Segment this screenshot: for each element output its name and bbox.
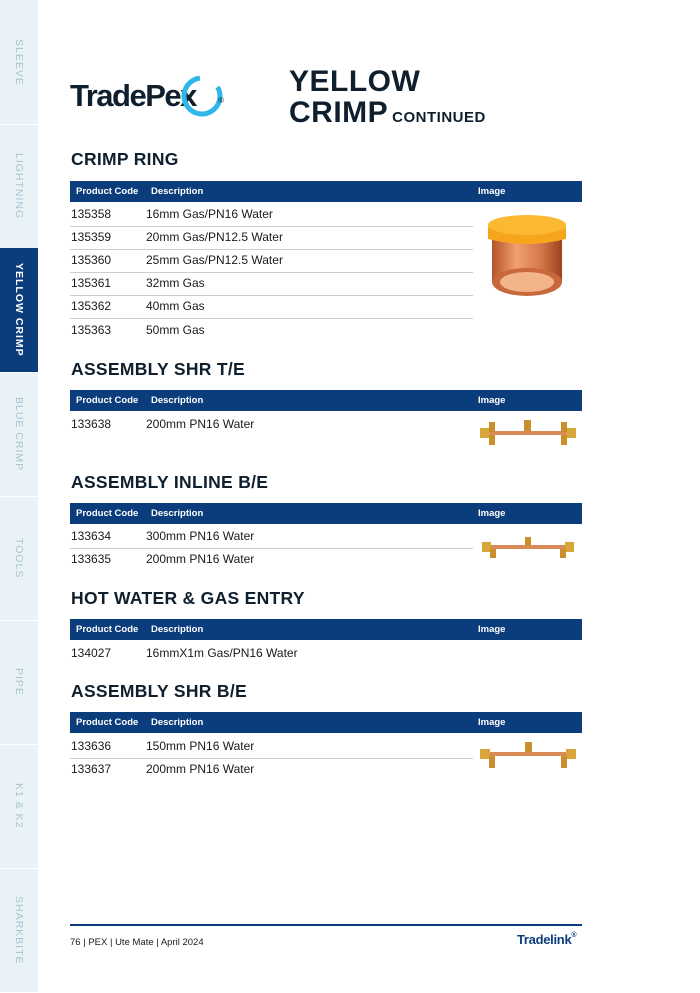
side-tab-sharkbite[interactable]: SHARKBITE xyxy=(0,868,38,993)
side-tab-lightning[interactable]: LIGHTNING xyxy=(0,124,38,249)
table-row: 133638 200mm PN16 Water xyxy=(71,417,255,431)
side-tab-yellow-crimp[interactable]: YELLOW CRIMP xyxy=(0,248,38,373)
table-row: 133636 150mm PN16 Water xyxy=(70,735,473,759)
table-header: Product Code Description Image xyxy=(70,181,582,202)
logo-ring-icon xyxy=(180,70,232,122)
tradelink-logo: Tradelink® xyxy=(517,932,577,947)
assembly-shr-be-image xyxy=(478,740,578,774)
crimp-ring-image xyxy=(478,205,578,303)
table-row: 135359 20mm Gas/PN12.5 Water xyxy=(70,226,473,250)
footer-rule xyxy=(70,924,582,926)
table-row: 133634 300mm PN16 Water xyxy=(70,525,473,549)
footer-text: 76 | PEX | Ute Mate | April 2024 xyxy=(70,937,204,948)
side-tab-blue-crimp[interactable]: BLUE CRIMP xyxy=(0,372,38,497)
section-title-assembly-shr-te: ASSEMBLY SHR T/E xyxy=(71,359,246,379)
logo-registered-mark: ® xyxy=(218,96,224,105)
table-row: 133637 200mm PN16 Water xyxy=(71,762,255,776)
table-row: 133635 200mm PN16 Water xyxy=(71,552,255,566)
table-header: Product Code Description Image xyxy=(70,503,582,524)
table-row: 135363 50mm Gas xyxy=(71,323,205,337)
assembly-shr-te-image xyxy=(478,416,578,450)
page-title: YELLOW CRIMP CONTINUED xyxy=(289,65,486,129)
table-header: Product Code Description Image xyxy=(70,619,582,640)
side-tab-tools[interactable]: TOOLS xyxy=(0,496,38,621)
table-row: 135358 16mm Gas/PN16 Water xyxy=(70,203,473,227)
section-title-assembly-shr-be: ASSEMBLY SHR B/E xyxy=(71,681,247,701)
logo-text: TradePex xyxy=(70,78,196,113)
side-tab-k1-k2[interactable]: K1 & K2 xyxy=(0,744,38,869)
table-header: Product Code Description Image xyxy=(70,390,582,411)
table-header: Product Code Description Image xyxy=(70,712,582,733)
table-row: 135361 32mm Gas xyxy=(70,272,473,296)
side-tab-pipe[interactable]: PIPE xyxy=(0,620,38,745)
side-tab-sleeve[interactable]: SLEEVE xyxy=(0,0,38,125)
table-row: 135360 25mm Gas/PN12.5 Water xyxy=(70,249,473,273)
side-tab-strip xyxy=(0,0,38,993)
tradepex-logo xyxy=(70,70,230,125)
table-row: 135362 40mm Gas xyxy=(70,295,473,319)
assembly-inline-be-image xyxy=(480,534,576,560)
section-title-hot-water-gas-entry: HOT WATER & GAS ENTRY xyxy=(71,588,305,608)
section-title-crimp-ring: CRIMP RING xyxy=(71,149,179,169)
table-row: 134027 16mmX1m Gas/PN16 Water xyxy=(71,646,298,660)
section-title-assembly-inline-be: ASSEMBLY INLINE B/E xyxy=(71,472,269,492)
